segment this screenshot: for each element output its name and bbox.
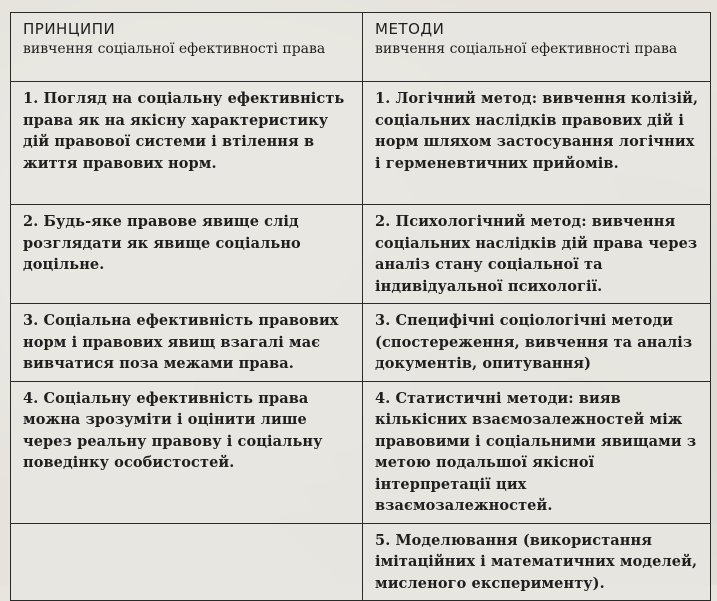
method-cell: [363, 205, 711, 304]
table-header-row: [11, 13, 711, 82]
principle-text: 3. Соціальна ефективність правових норм і правових явищ взагалі має вивчатися поза межами права.: [23, 312, 339, 372]
header-methods-subtitle: вивчення соціальної ефективності права: [375, 41, 678, 57]
principle-text: 4. Соціальну ефективність права можна зрозуміти і оцінити лише через реальну правову і соціальну поведінку особистостей.: [23, 389, 323, 471]
table-row: [11, 381, 711, 523]
method-cell: [363, 82, 711, 205]
principle-text: 2. Будь-яке правове явище слід розглядати як явище соціально доцільне.: [23, 213, 301, 273]
header-principles-subtitle: вивчення соціальної ефективності права: [23, 41, 326, 57]
header-principles-title: ПРИНЦИПИ: [23, 20, 116, 38]
header-principles: [11, 13, 363, 82]
method-text: 5. Моделювання (використання імітаційних і математичних моделей, мисленого експерименту).: [375, 531, 698, 592]
method-text: 4. Статистичні методи: вияв кількісних взаємозалежностей між правовими і соціальними явищами з метою подальшої якісної інтерпретації цих взаємозалежностей.: [375, 389, 697, 514]
method-cell: [363, 304, 711, 382]
table-row: [11, 82, 711, 205]
method-text: 1. Логічний метод: вивчення колізій, соціальних наслідків правових дій і норм шляхом застосування логічних і герменевтичних прийомів.: [375, 90, 699, 172]
header-methods-title: МЕТОДИ: [375, 20, 445, 38]
principles-methods-table: [10, 12, 711, 601]
principle-cell: [11, 381, 363, 523]
principle-cell: [11, 205, 363, 304]
header-methods: [363, 13, 711, 82]
method-text: 2. Психологічний метод: вивчення соціальних наслідків дій права через аналіз стану соціальної та індивідуальної психології.: [375, 213, 698, 295]
method-cell: [363, 523, 711, 601]
method-text: 3. Специфічні соціологічні методи (спостереження, вивчення та аналіз документів, опитування): [375, 312, 693, 372]
table-row: [11, 523, 711, 601]
table-row: [11, 205, 711, 304]
principle-cell: [11, 304, 363, 382]
principle-cell-empty: [11, 523, 363, 601]
principle-text: 1. Погляд на соціальну ефективність права як на якісну характеристику дій правової системи і втілення в життя правових норм.: [23, 90, 345, 172]
method-cell: [363, 381, 711, 523]
principle-cell: [11, 82, 363, 205]
table-row: [11, 304, 711, 382]
